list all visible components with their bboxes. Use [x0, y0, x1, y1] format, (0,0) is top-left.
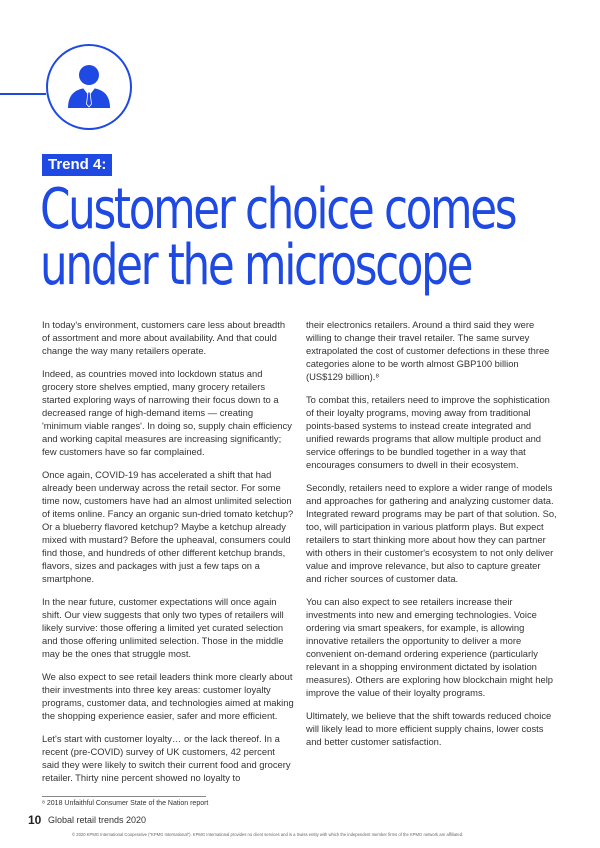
footnote-divider [42, 796, 206, 797]
right-column [306, 318, 558, 758]
title-line-2: under the microscope [40, 233, 472, 298]
paragraph: Indeed, as countries moved into lockdown status and grocery store shelves emptied, many grocery retailers started exploring ways of narrowing their focus down to a decreased range of high-demand items — creating 'minimum viable ranges'. In doing so, supply chain efficiency and working capital measures are increasing significantly; few customers have so far complained. [42, 368, 292, 457]
paragraph: Ultimately, we believe that the shift towards reduced choice will likely lead to more efficient supply chains, lower costs and better customer satisfaction. [306, 710, 552, 747]
paragraph: their electronics retailers. Around a third said they were willing to change their travel retailer. The same survey extrapolated the cost of customer defections in these three categories alone to be worth almost GBP100 billion (US$129 billion).⁸ [306, 319, 550, 382]
paragraph: Secondly, retailers need to explore a wider range of models and approaches for gathering and analyzing customer data. Integrated reward programs may be part of that solution. So, too, will participation in various platform plays. But expect retailers to start thinking more about how they can partner with others in their customer's ecosystem to not only deliver value and improve relevance, but also to capture greater and richer sources of customer data. [306, 482, 557, 584]
page-title [40, 177, 516, 298]
title-line-1: Customer choice comes [40, 177, 516, 242]
paragraph: In the near future, customer expectations will once again shift. Our view suggests that only two types of retailers will likely survive: those offering a limited yet curated selection and those offering unlimited selection. Those in the middle may be the ones that struggle most. [42, 596, 284, 659]
publication-title: Global retail trends 2020 [48, 815, 147, 825]
paragraph: Let's start with customer loyalty… or the lack thereof. In a recent (pre-COVID) survey of UK customers, 42 percent said they were likely to switch their current food and grocery retailer. Thirty nine percent showed no loyalty to [42, 733, 291, 783]
paragraph: Once again, COVID-19 has accelerated a shift that had already been underway across the retail sector. For some time now, customers have had an almost unlimited selection of items online. Fancy an organic sun-dried tomato ketchup? Or a blueberry flavored ketchup? Maybe a ketchup already mixed with mustard? Before the upheaval, consumers could find those, and hundreds of other different ketchup brands, flavors, sizes and packages with just a few taps on a smartphone. [42, 469, 294, 584]
footnote: ⁸ 2018 Unfaithful Consumer State of the Nation report [42, 800, 209, 807]
paragraph: You can also expect to see retailers increase their investments into new and emerging technologies. Voice ordering via smart speakers, for example, is allowing innovative retailers the opportunity to deliver a more convenient on-demand ordering experience (particularly relevant in a shopping environment dictated by isolation measures). Others are exploring how blockchain might help improve the value of their loyalty programs. [306, 596, 553, 698]
paragraph: In today's environment, customers care less about breadth of assortment and more about availability. And that could change the way many retailers operate. [42, 319, 286, 356]
paragraph: We also expect to see retail leaders think more clearly about their investments into three key areas: customer loyalty programs, customer data, and technologies aimed at making the shopping experience easier, safer and more efficient. [42, 671, 294, 721]
copyright-notice: © 2020 KPMG International Cooperative ("KPMG International"). KPMG International provides no client services and is a Swiss entity with which the independent member firms of the KPMG network are affiliated. [72, 832, 464, 837]
page-number: 10 [28, 813, 42, 827]
icon-connector-line [0, 93, 46, 95]
left-column [42, 318, 294, 794]
trend-label: Trend 4: [42, 154, 112, 176]
icon-frame [46, 44, 132, 130]
businessman-icon [48, 46, 130, 128]
paragraph: To combat this, retailers need to improve the sophistication of their loyalty programs, moving away from traditional points-based systems to instead create integrated and unified rewards programs that allow multiple product and service offerings to be bundled together in a way that encourages consumers to dwell in their ecosystem. [306, 394, 550, 470]
